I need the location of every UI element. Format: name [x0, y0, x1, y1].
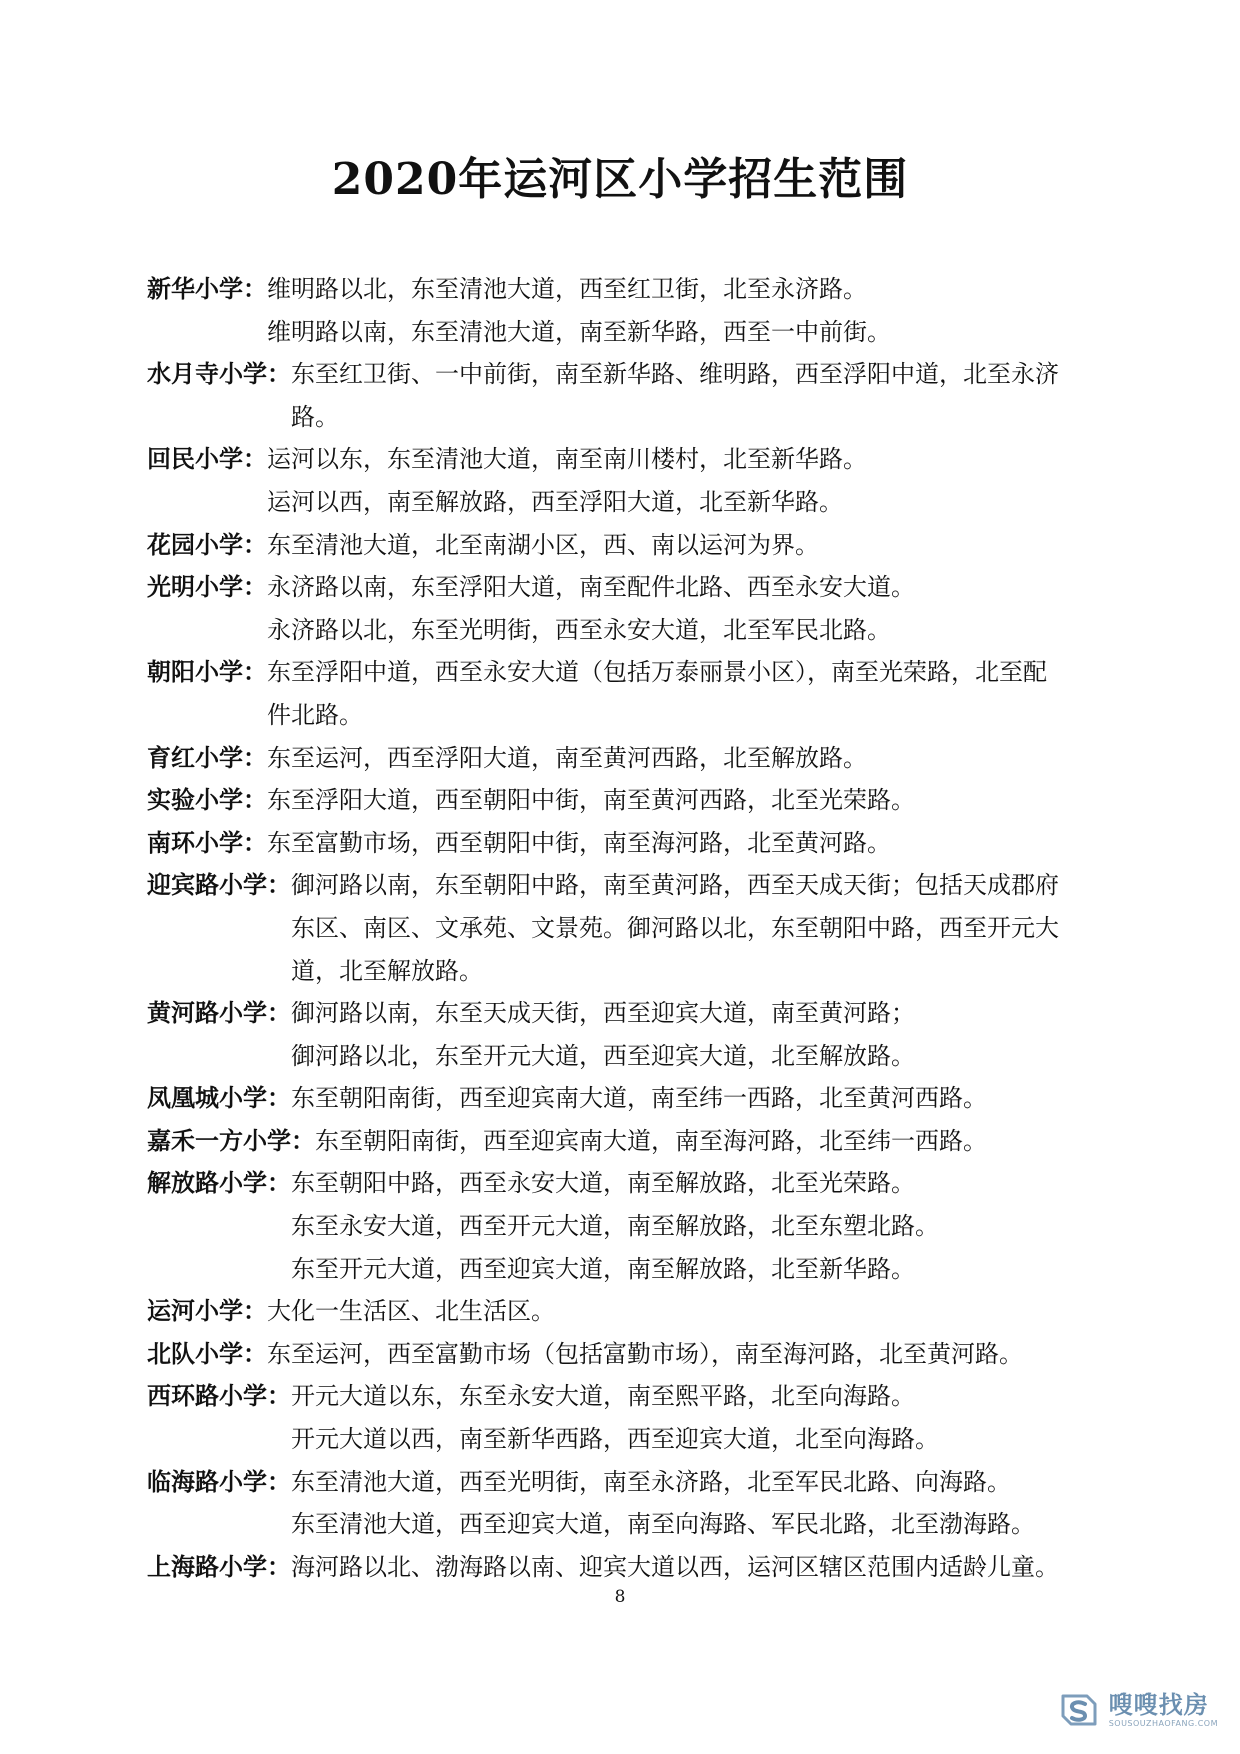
range-text: 东至开元大道，西至迎宾大道，南至解放路，北至新华路。	[291, 1254, 915, 1283]
entry-first-line	[147, 651, 1107, 694]
school-name: 花园小学：	[147, 529, 267, 559]
school-name: 光明小学：	[147, 572, 267, 602]
entry-first-line	[147, 353, 1107, 396]
entry-first-line	[147, 1077, 1107, 1120]
entry-first-line	[147, 524, 1107, 567]
range-text: 东至运河，西至浮阳大道，南至黄河西路，北至解放路。	[267, 743, 867, 772]
school-name: 水月寺小学：	[147, 359, 291, 389]
range-text: 件北路。	[267, 700, 363, 729]
entry-first-line	[147, 1290, 1107, 1333]
school-entry	[147, 992, 1107, 1077]
entry-first-line	[147, 1461, 1107, 1504]
range-text: 御河路以南，东至天成天街，西至迎宾大道，南至黄河路；	[291, 999, 915, 1028]
school-name: 运河小学：	[147, 1296, 267, 1326]
entry-first-line	[147, 822, 1107, 865]
school-name: 迎宾路小学：	[147, 870, 291, 900]
range-text: 开元大道以东，东至永安大道，南至熙平路，北至向海路。	[291, 1382, 915, 1411]
range-text: 路。	[291, 402, 339, 431]
school-entry	[147, 1461, 1107, 1546]
watermark-url: SOUSOUZHAOFANG.COM	[1108, 1719, 1218, 1728]
entry-first-line	[147, 779, 1107, 822]
school-entry	[147, 524, 1107, 567]
school-name: 解放路小学：	[147, 1168, 291, 1198]
school-entry	[147, 737, 1107, 780]
entry-continuation-line	[147, 1035, 1107, 1078]
range-text: 东至朝阳南街，西至迎宾南大道，南至海河路，北至纬一西路。	[315, 1126, 987, 1155]
school-entry	[147, 1120, 1107, 1163]
entry-first-line	[147, 1162, 1107, 1205]
range-text: 永济路以北，东至光明街，西至永安大道，北至军民北路。	[267, 615, 891, 644]
entry-first-line	[147, 1546, 1107, 1589]
range-text: 东至浮阳中道，西至永安大道（包括万泰丽景小区），南至光荣路，北至配	[267, 658, 1047, 687]
range-text: 运河以东，东至清池大道，南至南川楼村，北至新华路。	[267, 445, 867, 474]
school-name: 北队小学：	[147, 1338, 267, 1368]
range-text: 开元大道以西，南至新华西路，西至迎宾大道，北至向海路。	[291, 1425, 939, 1454]
enrollment-list	[147, 268, 1107, 1588]
school-name: 西环路小学：	[147, 1381, 291, 1411]
entry-first-line	[147, 268, 1107, 311]
entry-first-line	[147, 992, 1107, 1035]
entry-first-line	[147, 1120, 1107, 1163]
sousou-logo-icon	[1057, 1688, 1101, 1732]
page-title: 2020年运河区小学招生范围	[331, 154, 909, 205]
entry-first-line	[147, 1333, 1107, 1376]
entry-continuation-line	[147, 396, 1107, 439]
entry-continuation-line	[147, 694, 1107, 737]
school-name: 黄河路小学：	[147, 998, 291, 1028]
range-text: 东至浮阳大道，西至朝阳中街，南至黄河西路，北至光荣路。	[267, 786, 915, 815]
range-text: 东区、南区、文承苑、文景苑。御河路以北，东至朝阳中路，西至开元大	[291, 913, 1059, 942]
range-text: 维明路以北，东至清池大道，西至红卫街，北至永济路。	[267, 275, 867, 303]
school-entry	[147, 353, 1107, 438]
entry-first-line	[147, 438, 1107, 481]
entry-continuation-line	[147, 1248, 1107, 1291]
entry-continuation-line	[147, 481, 1107, 524]
school-entry	[147, 1546, 1107, 1589]
range-text: 维明路以南，东至清池大道，南至新华路，西至一中前街。	[267, 317, 891, 346]
school-entry	[147, 1290, 1107, 1333]
school-name: 临海路小学：	[147, 1466, 291, 1496]
entry-first-line	[147, 864, 1107, 907]
range-text: 道，北至解放路。	[291, 956, 483, 985]
school-name: 新华小学：	[147, 274, 267, 303]
watermark-name: 嗖嗖找房	[1108, 1691, 1209, 1719]
school-name: 凤凰城小学：	[147, 1083, 291, 1113]
range-text: 海河路以北、渤海路以南、迎宾大道以西，运河区辖区范围内适龄儿童。	[291, 1552, 1059, 1581]
range-text: 东至清池大道，北至南湖小区，西、南以运河为界。	[267, 530, 819, 559]
school-entry	[147, 651, 1107, 736]
entry-continuation-line	[147, 311, 1107, 354]
range-text: 东至清池大道，西至光明街，南至永济路，北至军民北路、向海路。	[291, 1467, 1011, 1496]
school-name: 回民小学：	[147, 444, 267, 474]
school-entry	[147, 1162, 1107, 1290]
entry-continuation-line	[147, 1503, 1107, 1546]
school-entry	[147, 1375, 1107, 1460]
range-text: 御河路以北，东至开元大道，西至迎宾大道，北至解放路。	[291, 1041, 915, 1070]
entry-continuation-line	[147, 1418, 1107, 1461]
watermark	[1057, 1688, 1218, 1732]
range-text: 东至富勤市场，西至朝阳中街，南至海河路，北至黄河路。	[267, 828, 891, 857]
school-name: 朝阳小学：	[147, 657, 267, 687]
range-text: 东至朝阳中路，西至永安大道，南至解放路，北至光荣路。	[291, 1169, 915, 1198]
school-entry	[147, 779, 1107, 822]
school-entry	[147, 864, 1107, 992]
range-text: 东至清池大道，西至迎宾大道，南至向海路、军民北路，北至渤海路。	[291, 1510, 1035, 1539]
range-text: 运河以西，南至解放路，西至浮阳大道，北至新华路。	[267, 487, 843, 516]
range-text: 永济路以南，东至浮阳大道，南至配件北路、西至永安大道。	[267, 573, 915, 602]
school-entry	[147, 268, 1107, 353]
entry-first-line	[147, 737, 1107, 780]
school-name: 南环小学：	[147, 827, 267, 857]
school-name: 嘉禾一方小学：	[147, 1125, 315, 1155]
range-text: 东至运河，西至富勤市场（包括富勤市场），南至海河路，北至黄河路。	[267, 1339, 1023, 1368]
school-name: 实验小学：	[147, 785, 267, 815]
school-name: 育红小学：	[147, 742, 267, 772]
school-entry	[147, 822, 1107, 865]
entry-first-line	[147, 1375, 1107, 1418]
entry-first-line	[147, 566, 1107, 609]
entry-continuation-line	[147, 609, 1107, 652]
school-name: 上海路小学：	[147, 1551, 291, 1581]
page-number: 8	[614, 1587, 626, 1607]
school-entry	[147, 1333, 1107, 1376]
range-text: 东至永安大道，西至开元大道，南至解放路，北至东塑北路。	[291, 1212, 939, 1241]
school-entry	[147, 438, 1107, 523]
range-text: 东至红卫街、一中前街，南至新华路、维明路，西至浮阳中道，北至永济	[291, 360, 1059, 389]
range-text: 东至朝阳南街，西至迎宾南大道，南至纬一西路，北至黄河西路。	[291, 1084, 987, 1113]
range-text: 大化一生活区、北生活区。	[267, 1297, 555, 1326]
entry-continuation-line	[147, 1205, 1107, 1248]
school-entry	[147, 1077, 1107, 1120]
entry-continuation-line	[147, 950, 1107, 993]
entry-continuation-line	[147, 907, 1107, 950]
range-text: 御河路以南，东至朝阳中路，南至黄河路，西至天成天街；包括天成郡府	[291, 871, 1059, 900]
school-entry	[147, 566, 1107, 651]
